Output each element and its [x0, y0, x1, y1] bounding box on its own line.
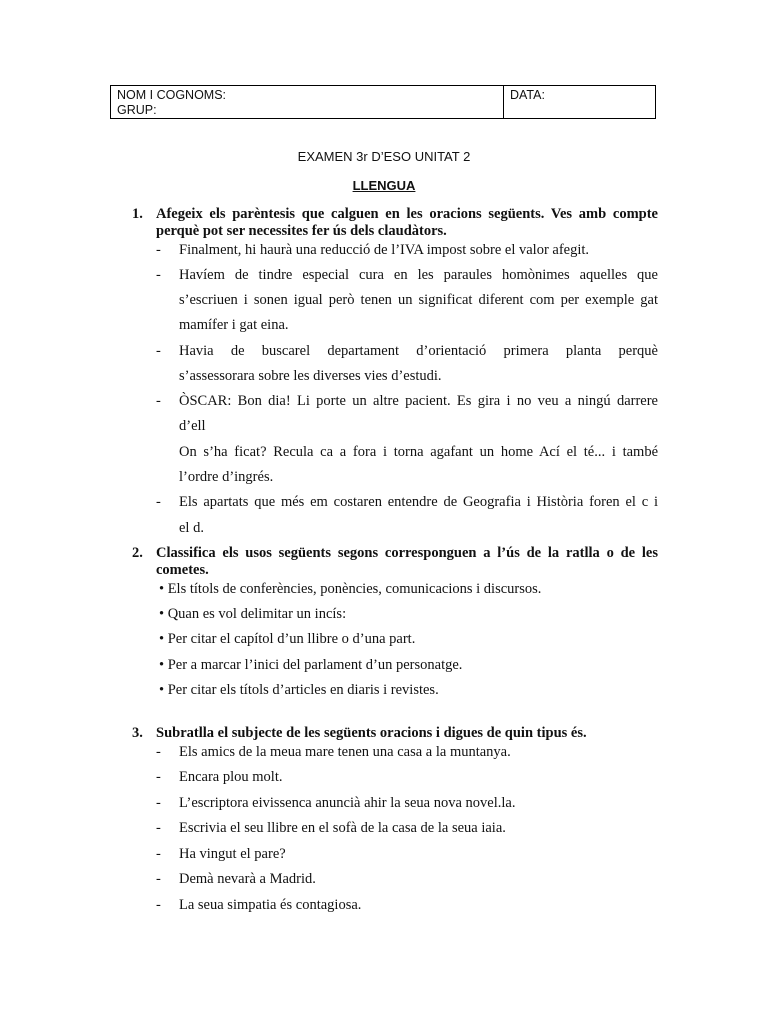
- q1-item-3-line-2: s’assessorara sobre les diverses vies d’estudi.: [179, 368, 442, 384]
- bullet-dash: -: [156, 242, 161, 258]
- student-info-cell: [111, 86, 504, 118]
- date-cell: [504, 86, 655, 118]
- bullet-dash: -: [156, 871, 161, 887]
- q1-item-5-line-1: Els apartats que més em costaren entendre de Geografia i Història foren el c i: [179, 494, 658, 510]
- q1-item-1: Finalment, hi haurà una reducció de l’IVA impost sobre el valor afegit.: [179, 242, 590, 258]
- q1-item-3-line-1: Havia de buscarel departament d’orientació primera planta perquè: [179, 343, 658, 359]
- q3-item-1: Els amics de la meua mare tenen una casa a la muntanya.: [179, 744, 511, 760]
- bullet-dash: -: [156, 846, 161, 862]
- question-1-number: 1.: [132, 206, 143, 222]
- question-2-prompt: [156, 545, 658, 579]
- bullet-dash: -: [156, 494, 161, 510]
- question-1-prompt: [156, 206, 658, 240]
- q3-item-2: Encara plou molt.: [179, 769, 283, 785]
- bullet-dash: -: [156, 393, 161, 409]
- q3-item-6: Demà nevarà a Madrid.: [179, 871, 316, 887]
- bullet-dash: -: [156, 343, 161, 359]
- q2-bullet-4: • Per a marcar l’inici del parlament d’un personatge.: [159, 657, 463, 673]
- bullet-dash: -: [156, 267, 161, 283]
- question-1-prompt-line-1: Afegeix els parèntesis que calguen en les oracions següents. Ves amb compte: [156, 206, 658, 222]
- q1-item-5-line-2: el d.: [179, 520, 204, 536]
- q1-item-4-line-2: d’ell: [179, 418, 206, 434]
- bullet-dash: -: [156, 744, 161, 760]
- q2-bullet-3: • Per citar el capítol d’un llibre o d’una part.: [159, 631, 416, 647]
- q3-item-3: L’escriptora eivissenca anuncià ahir la seua nova novel.la.: [179, 795, 516, 811]
- date-label: DATA:: [510, 88, 545, 102]
- q3-item-4: Escrivia el seu llibre en el sofà de la casa de la seua iaia.: [179, 820, 506, 836]
- subject-subtitle: LLENGUA: [352, 178, 416, 193]
- bullet-dash: -: [156, 897, 161, 913]
- q3-item-5: Ha vingut el pare?: [179, 846, 286, 862]
- question-1-prompt-line-2: perquè pot ser necessites fer ús dels claudàtors.: [156, 223, 447, 239]
- q1-item-2-line-2: s’escriuen i sonen igual però tenen un significat diferent com per exemple gat: [179, 292, 658, 308]
- q3-item-7: La seua simpatia és contagiosa.: [179, 897, 362, 913]
- exam-title: EXAMEN 3r D’ESO UNITAT 2: [297, 149, 471, 164]
- question-3-prompt: Subratlla el subjecte de les següents oracions i digues de quin tipus és.: [156, 725, 587, 741]
- bullet-dash: -: [156, 820, 161, 836]
- q1-item-4-line-1: ÒSCAR: Bon dia! Li porte un altre pacient. Es gira i no veu a ningú darrere: [179, 393, 658, 409]
- bullet-dash: -: [156, 795, 161, 811]
- question-3-number: 3.: [132, 725, 143, 741]
- question-2-prompt-line-1: Classifica els usos següents segons corresponguen a l’ús de la ratlla o de les: [156, 545, 658, 561]
- question-2-number: 2.: [132, 545, 143, 561]
- name-label: NOM I COGNOMS:: [117, 88, 227, 102]
- q1-item-4-line-3: On s’ha ficat? Recula ca a fora i torna agafant un home Ací el té... i també: [179, 444, 658, 460]
- q2-bullet-1: • Els títols de conferències, ponències, comunicacions i discursos.: [159, 581, 542, 597]
- bullet-dash: -: [156, 769, 161, 785]
- q1-item-2-line-1: Havíem de tindre especial cura en les paraules homònimes aquelles que: [179, 267, 658, 283]
- q2-bullet-5: • Per citar els títols d’articles en diaris i revistes.: [159, 682, 439, 698]
- question-2-prompt-line-2: cometes.: [156, 562, 209, 578]
- group-label: GRUP:: [117, 103, 157, 117]
- header-table: [110, 85, 656, 119]
- q1-item-2-line-3: mamífer i gat eina.: [179, 317, 289, 333]
- q2-bullet-2: • Quan es vol delimitar un incís:: [159, 606, 347, 622]
- q1-item-4-line-4: l’ordre d’ingrés.: [179, 469, 274, 485]
- subtitle-wrap: [0, 178, 768, 193]
